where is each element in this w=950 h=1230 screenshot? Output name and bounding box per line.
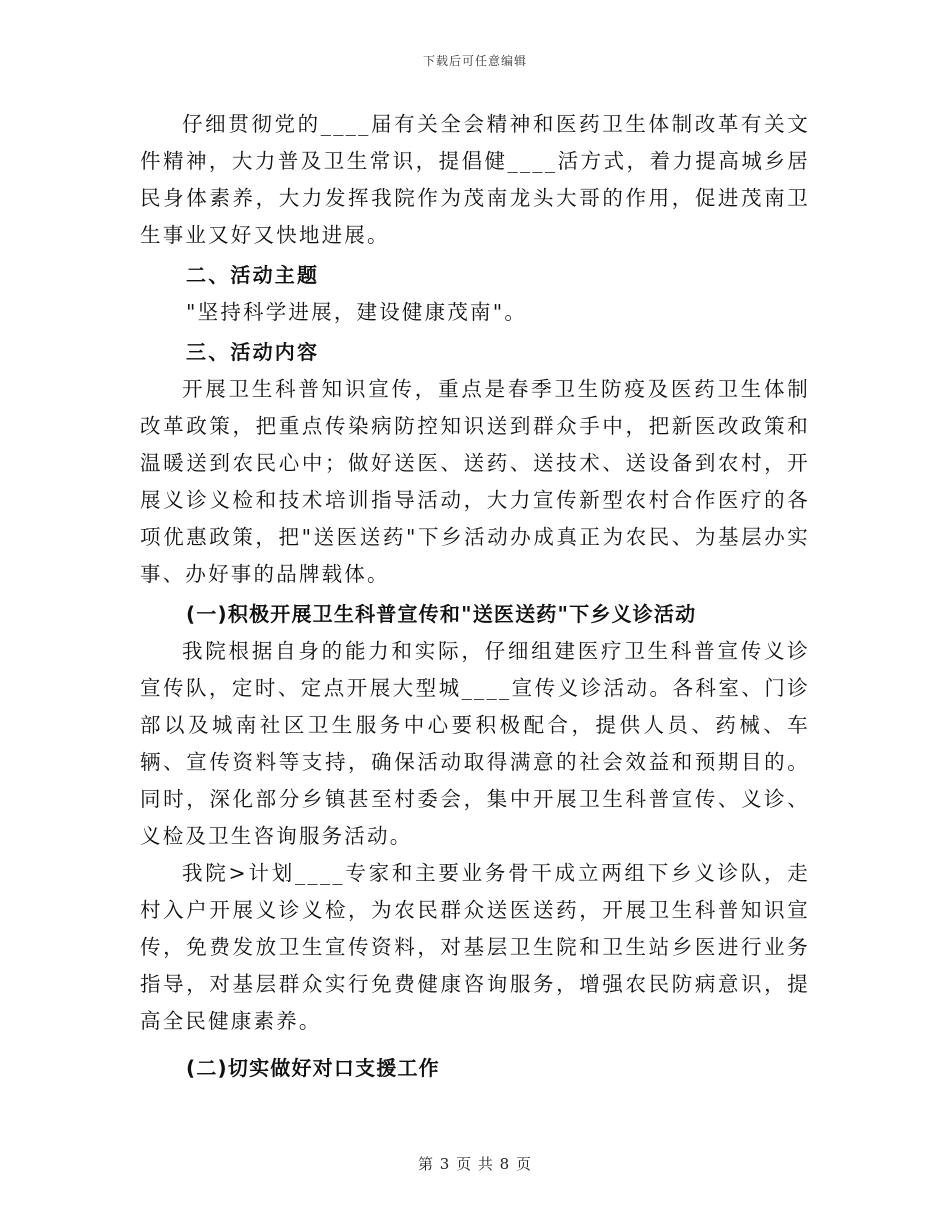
intro-paragraph: 仔细贯彻党的____届有关全会精神和医药卫生体制改革有关文件精神，大力普及卫生常识，提倡健____活方式，着力提高城乡居民身体素养，大力发挥我院作为茂南龙头大哥的作用，促进茂南卫生事业又好又快地进展。: [140, 112, 810, 247]
theme-paragraph: "坚持科学进展，建设健康茂南"。: [186, 300, 528, 324]
page-footer: 第 3 页 共 8 页: [418, 1155, 532, 1173]
document-body: [140, 106, 810, 1087]
subsection-heading-1: (一)积极开展卫生科普宣传和"送医送药"下乡义诊活动: [186, 602, 697, 626]
section-heading-content: 三、活动内容: [186, 340, 320, 364]
content-paragraph: 开展卫生科普知识宣传，重点是春季卫生防疫及医药卫生体制改革政策，把重点传染病防控知识送到群众手中，把新医改政策和温暖送到农民心中；做好送医、送药、送技术、送设备到农村，开展义诊义检和技术培训指导活动，大力宣传新型农村合作医疗的各项优惠政策，把"送医送药"下乡活动办成真正为农民、为基层办实事、办好事的品牌载体。: [140, 377, 810, 586]
subsection-heading-2: (二)切实做好对口支援工作: [186, 1056, 440, 1080]
subsection-1-paragraph-b: 我院>计划____专家和主要业务骨干成立两组下乡义诊队，走村入户开展义诊义检，为农民群众送医送药，开展卫生科普知识宣传，免费发放卫生宣传资料，对基层卫生院和卫生站乡医进行业务指导，对基层群众实行免费健康咨询服务，增强农民防病意识，提高全民健康素养。: [140, 861, 810, 1033]
subsection-1-paragraph-a: 我院根据自身的能力和实际，仔细组建医疗卫生科普宣传义诊宣传队，定时、定点开展大型城____宣传义诊活动。各科室、门诊部以及城南社区卫生服务中心要积极配合，提供人员、药械、车辆、宣传资料等支持，确保活动取得满意的社会效益和预期目的。同时，深化部分乡镇甚至村委会，集中开展卫生科普宣传、义诊、义检及卫生咨询服务活动。: [140, 639, 810, 848]
page-header: 下载后可任意编辑: [422, 54, 527, 68]
section-heading-theme: 二、活动主题: [186, 263, 320, 287]
